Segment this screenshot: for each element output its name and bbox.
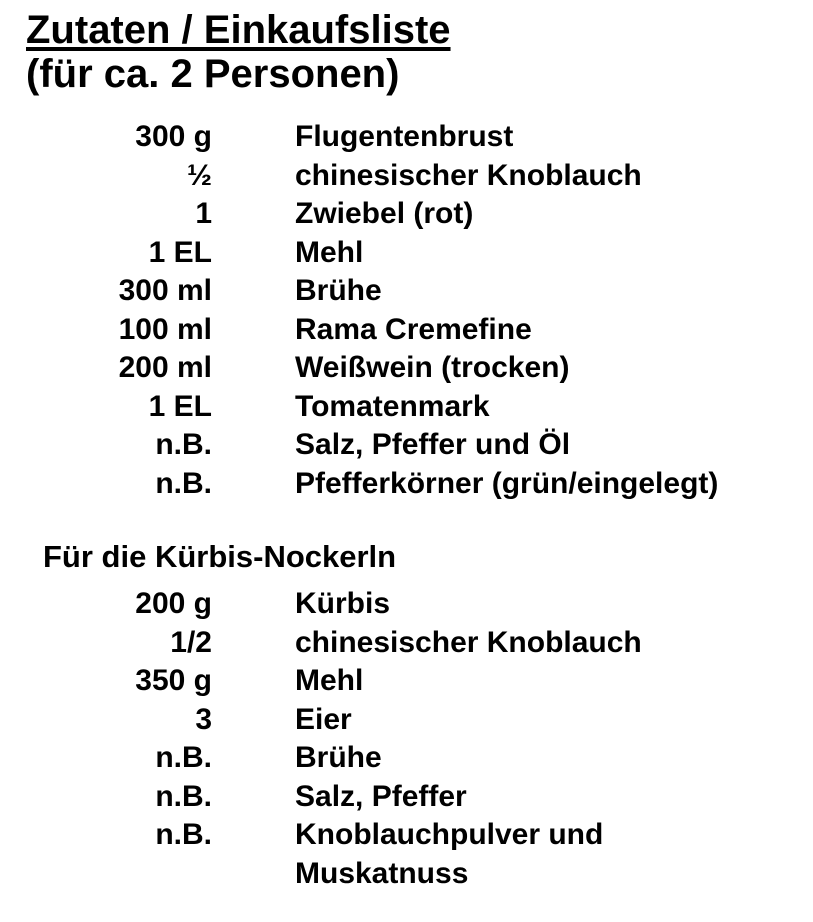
ingredient-name: Pfefferkörner (grün/eingelegt) xyxy=(295,466,719,500)
ingredient-row xyxy=(0,465,813,504)
ingredient-name: Mehl xyxy=(295,235,364,269)
ingredient-quantity: 300 g xyxy=(135,120,212,153)
ingredient-name: Salz, Pfeffer und Öl xyxy=(295,428,571,461)
page-title-line1: Zutaten / Einkaufsliste xyxy=(26,8,451,52)
ingredient-row xyxy=(0,624,813,663)
section-header-kuerbis-nockerln: Für die Kürbis-Nockerln xyxy=(43,539,397,574)
ingredient-quantity: n.B. xyxy=(155,741,212,774)
ingredient-row xyxy=(0,157,813,196)
ingredient-quantity: 3 xyxy=(195,702,212,736)
ingredient-quantity: 200 ml xyxy=(118,351,212,384)
ingredient-quantity: 1/2 xyxy=(170,625,212,659)
ingredient-quantity: n.B. xyxy=(155,779,212,813)
ingredient-row xyxy=(0,701,813,740)
page-title xyxy=(26,8,813,96)
ingredient-quantity: n.B. xyxy=(155,428,212,461)
ingredient-quantity: 1 EL xyxy=(148,235,212,269)
ingredient-row xyxy=(0,118,813,157)
main-ingredient-list xyxy=(0,118,813,503)
ingredient-row xyxy=(0,311,813,350)
ingredient-name: Salz, Pfeffer xyxy=(295,779,467,813)
ingredient-name: Weißwein (trocken) xyxy=(295,351,570,384)
ingredient-row xyxy=(0,195,813,234)
ingredient-name: Brühe xyxy=(295,741,382,774)
ingredient-name: Rama Cremefine xyxy=(295,312,532,346)
nockerln-ingredient-list xyxy=(0,585,813,893)
ingredient-row xyxy=(0,234,813,273)
ingredient-row xyxy=(0,349,813,388)
ingredient-row xyxy=(0,426,813,465)
ingredient-row xyxy=(0,388,813,427)
ingredient-quantity: 300 ml xyxy=(118,274,212,307)
ingredient-quantity: 100 ml xyxy=(118,312,212,346)
ingredient-quantity: 200 g xyxy=(135,587,212,620)
ingredient-row xyxy=(0,662,813,701)
ingredient-row xyxy=(0,272,813,311)
ingredient-name: Eier xyxy=(295,702,352,736)
ingredient-name: Mehl xyxy=(295,664,364,697)
ingredient-quantity: ½ xyxy=(186,158,212,192)
ingredient-name: chinesischer Knoblauch xyxy=(295,158,642,192)
ingredient-row xyxy=(0,778,813,817)
ingredient-name: Zwiebel (rot) xyxy=(295,197,474,230)
ingredient-name: Flugentenbrust xyxy=(295,120,514,153)
ingredient-name: chinesischer Knoblauch xyxy=(295,625,642,659)
ingredient-quantity: 1 xyxy=(195,197,212,230)
ingredient-row xyxy=(0,585,813,624)
ingredient-quantity: 350 g xyxy=(135,664,212,697)
ingredient-row xyxy=(0,739,813,778)
ingredient-name: Knoblauchpulver und Muskatnuss xyxy=(295,818,604,890)
page-title-subtitle: (für ca. 2 Personen) xyxy=(26,52,400,96)
ingredient-name: Brühe xyxy=(295,274,382,307)
ingredient-quantity: 1 EL xyxy=(148,389,212,423)
ingredient-name: Tomatenmark xyxy=(295,389,490,423)
ingredient-quantity: n.B. xyxy=(155,818,212,851)
ingredient-name: Kürbis xyxy=(295,587,391,620)
ingredient-row xyxy=(0,816,813,893)
ingredient-quantity: n.B. xyxy=(155,466,212,500)
